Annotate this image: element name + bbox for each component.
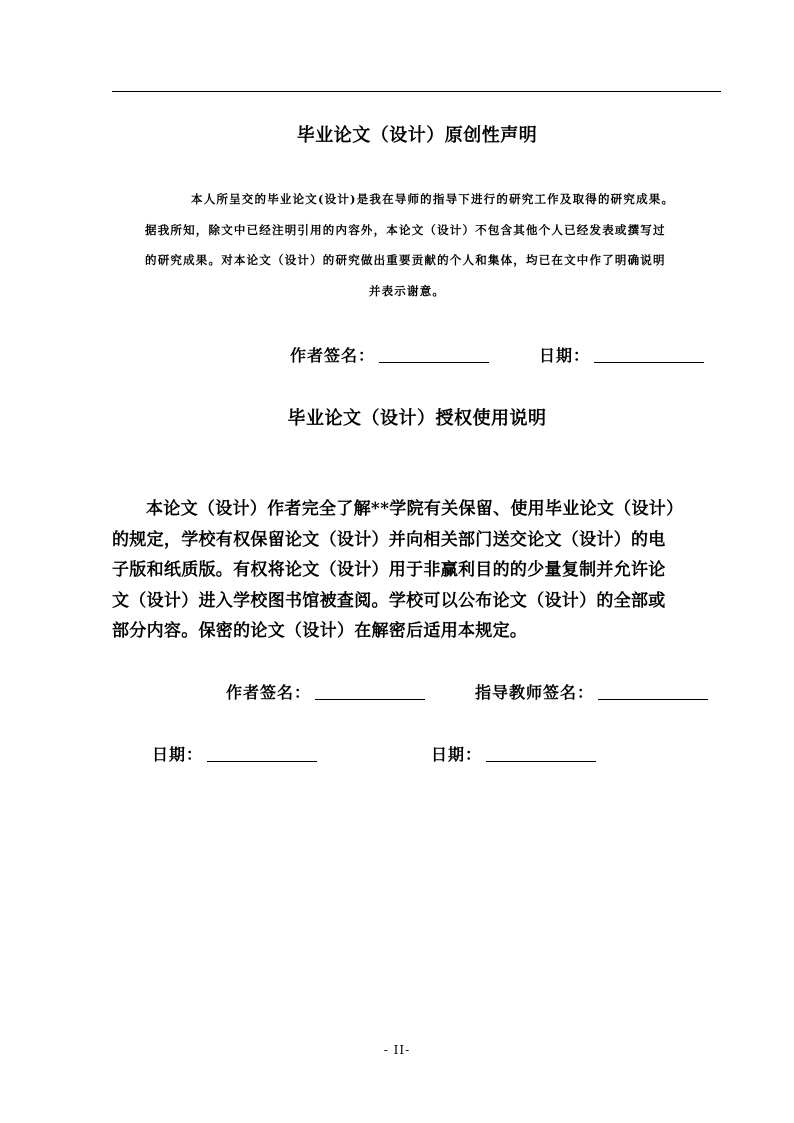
originality-line-2: 据我所知，除文中已经注明引用的内容外，本论文（设计）不包含其他个人已经发表或撰写过 (145, 222, 666, 237)
date-line[interactable] (594, 362, 704, 363)
authorization-line-1: 本论文（设计）作者完全了解**学院有关保留、使用毕业论文（设计） (146, 499, 684, 519)
originality-line-3: 的研究成果。对本论文（设计）的研究做出重要贡献的个人和集体，均已在文中作了明确说明 (145, 253, 666, 267)
author-signature-label: 作者签名： (290, 346, 376, 365)
originality-line-4: 并表示谢意。 (368, 283, 446, 298)
author-signature-line[interactable] (379, 362, 489, 363)
authorization-paragraph (112, 494, 724, 647)
date-label-right: 日期： (431, 745, 483, 764)
date-label-left: 日期： (152, 745, 204, 764)
authorization-date-row (152, 742, 596, 765)
page-number: - II- (383, 1043, 411, 1057)
originality-title: 毕业论文（设计）原创性声明 (296, 125, 538, 146)
date-line-left[interactable] (207, 761, 317, 762)
advisor-signature-line[interactable] (598, 699, 708, 700)
author-signature-line-2[interactable] (315, 699, 425, 700)
date-label: 日期： (539, 346, 591, 365)
originality-line-1: 本人所呈交的毕业论文(设计)是我在导师的指导下进行的研究工作及取得的研究成果。 (191, 192, 675, 206)
authorization-title: 毕业论文（设计）授权使用说明 (287, 408, 547, 429)
authorization-line-3: 子版和纸质版。有权将论文（设计）用于非赢利目的的少量复制并允许论 (112, 560, 666, 580)
authorization-line-4: 文（设计）进入学校图书馆被查阅。学校可以公布论文（设计）的全部或 (112, 590, 666, 611)
authorization-line-5: 部分内容。保密的论文（设计）在解密后适用本规定。 (112, 621, 528, 641)
originality-signature-row (290, 343, 704, 366)
header-rule (112, 91, 721, 92)
date-line-right[interactable] (486, 761, 596, 762)
authorization-line-2: 的规定，学校有权保留论文（设计）并向相关部门送交论文（设计）的电 (112, 529, 666, 550)
originality-paragraph (145, 184, 721, 306)
authorization-signature-row (226, 680, 708, 703)
advisor-signature-label: 指导教师签名： (475, 683, 595, 702)
author-signature-label-2: 作者签名： (226, 683, 312, 702)
